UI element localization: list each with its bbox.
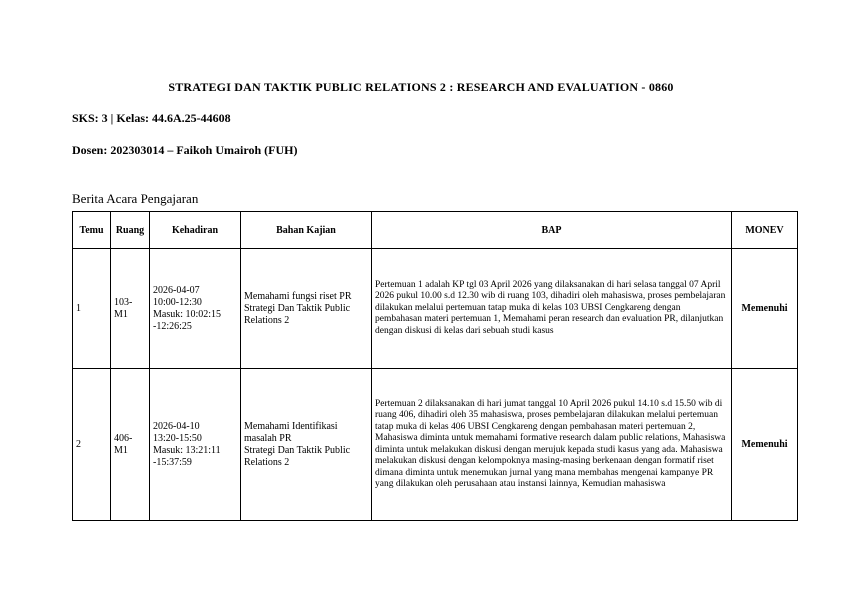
cell-monev: Memenuhi (732, 249, 798, 369)
cell-temu: 1 (73, 249, 111, 369)
cell-bahan-kajian (241, 369, 372, 521)
kehadiran-masuk: Masuk: 10:02:15 -12:26:25 (153, 308, 222, 332)
cell-bap: Pertemuan 1 adalah KP tgl 03 April 2026 yang dilaksanakan di hari selasa tanggal 07 April 2026 pukul 10.00 s.d 12.30 wib di ruang 103, dihadiri oleh mahasiswa, proses pembelajaran dilakukan melalui pertemuan tatap muka di kelas 103 UBSI Cengkareng dengan pembahasan materi pertemuan 1, Memahami peran research dan evaluation PR, dilanjutkan dengan diskusi di kelas dari sebuah studi kasus (372, 249, 732, 369)
dosen: Dosen: 202303014 – Faikoh Umairoh (FUH) (72, 143, 298, 157)
document-title: STRATEGI DAN TAKTIK PUBLIC RELATIONS 2 : RESEARCH AND EVALUATION - 0860 (168, 80, 674, 94)
table-header-row (73, 212, 798, 249)
header-kehadiran: Kehadiran (150, 212, 241, 249)
header-ruang: Ruang (111, 212, 150, 249)
kehadiran-time: 13:20-15:50 (153, 432, 202, 444)
kehadiran-time: 10:00-12:30 (153, 296, 202, 308)
cell-ruang: 406-M1 (111, 369, 150, 521)
header-monev: MONEV (732, 212, 798, 249)
bahan-topic: Memahami Identifikasi masalah PR (244, 420, 338, 444)
cell-bahan-kajian (241, 249, 372, 369)
table-row (73, 369, 798, 521)
kehadiran-masuk: Masuk: 13:21:11 -15:37:59 (153, 444, 221, 468)
table-row (73, 249, 798, 369)
kehadiran-date: 2026-04-10 (153, 420, 200, 432)
kehadiran-date: 2026-04-07 (153, 284, 200, 296)
cell-bap: Pertemuan 2 dilaksanakan di hari jumat tanggal 10 April 2026 pukul 14.10 s.d 15.50 wib di ruang 406, dihadiri oleh 35 mahasiswa, proses pembelajaran dilakukan melalui pertemuan tatap muka di kelas 406 UBSI Cengkareng dengan pembahasan materi pertemuan 2, Mahasiswa diminta untuk memahami formative research dalam public relations, Mahasiswa diminta untuk melakukan diskusi dengan merujuk kepada studi kasus yang ada. Mahasiswa melakukan diskusi dengan kelompoknya masing-masing berkenaan dengan formatif riset dimana diminta untuk menemukan jurnal yang mana membahas mengenai kampanye PR yang dilakukan oleh perusahaan atau instansi lainnya, Kemudian mahasiswa (372, 369, 732, 521)
header-bahan-kajian: Bahan Kajian (241, 212, 372, 249)
header-bap: BAP (372, 212, 732, 249)
cell-monev: Memenuhi (732, 369, 798, 521)
cell-temu: 2 (73, 369, 111, 521)
bap-table (72, 211, 798, 521)
sks-kelas: SKS: 3 | Kelas: 44.6A.25-44608 (72, 111, 231, 125)
bahan-course: Strategi Dan Taktik Public Relations 2 (244, 302, 351, 326)
bahan-topic: Memahami fungsi riset PR (244, 290, 352, 302)
cell-ruang: 103-M1 (111, 249, 150, 369)
header-temu: Temu (73, 212, 111, 249)
section-title: Berita Acara Pengajaran (72, 191, 199, 206)
cell-kehadiran (150, 249, 241, 369)
cell-kehadiran (150, 369, 241, 521)
bahan-course: Strategi Dan Taktik Public Relations 2 (244, 444, 351, 468)
